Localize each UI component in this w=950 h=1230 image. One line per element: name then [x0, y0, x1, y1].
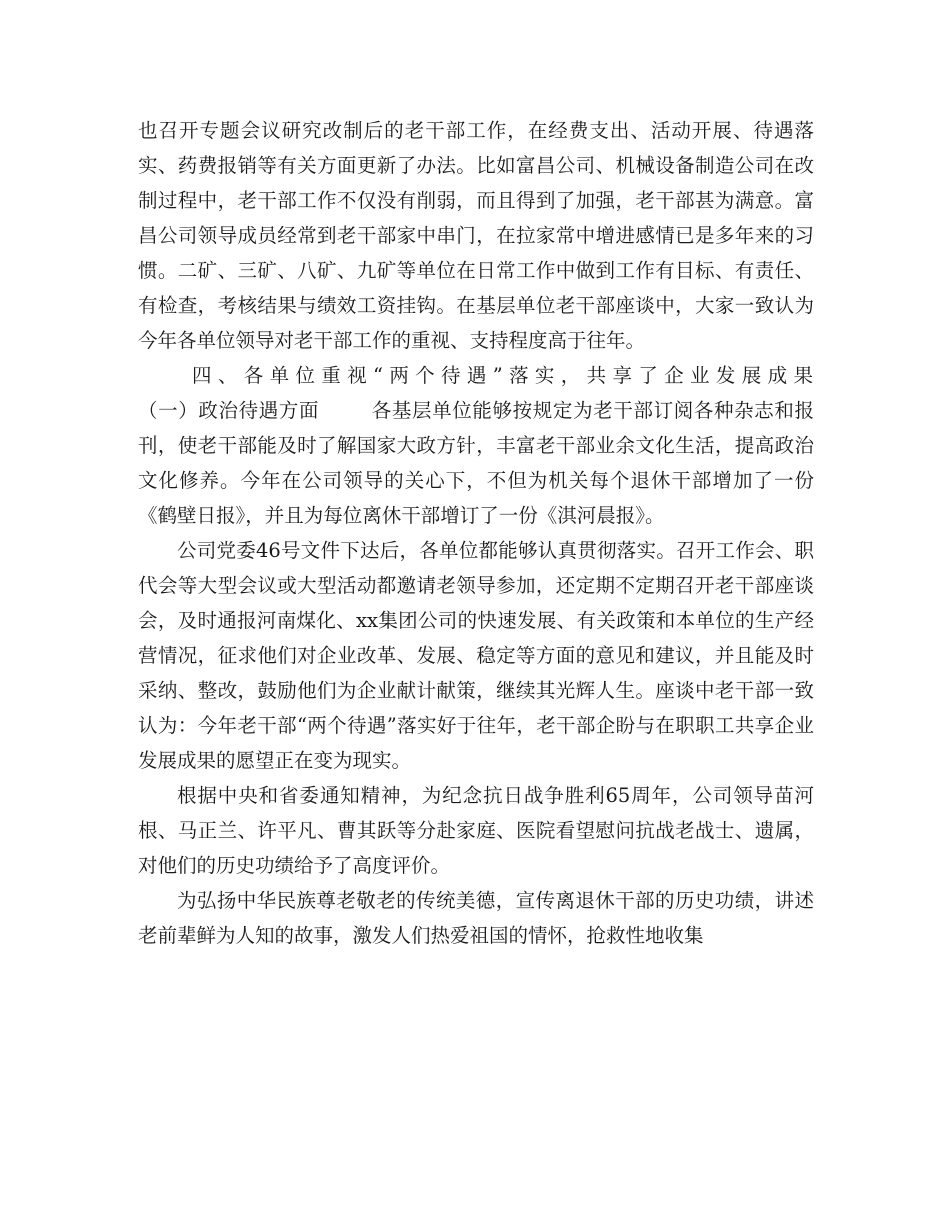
paragraph-continuation: 也召开专题会议研究改制后的老干部工作，在经费支出、活动开展、待遇落实、药费报销等有关方面更新了办法。比如富昌公司、机械设备制造公司在改制过程中，老干部工作不仅没有削弱，而且得到了加强，老干部甚为满意。富昌公司领导成员经常到老干部家中串门，在拉家常中增进感情已是多年来的习惯。二矿、三矿、八矿、九矿等单位在日常工作中做到工作有目标、有责任、有检查，考核结果与绩效工资挂钩。在基层单位老干部座谈中，大家一致认为今年各单位领导对老干部工作的重视、支持程度高于往年。 — [138, 119, 814, 352]
paragraph-anniversary-visit: 根据中央和省委通知精神，为纪念抗日战争胜利65周年，公司领导苗河根、马正兰、许平凡、曹其跃等分赴家庭、医院看望慰问抗战老战士、遗属，对他们的历史功绩给予了高度评价。 — [138, 784, 814, 877]
paragraph-document-46: 公司党委46号文件下达后，各单位都能够认真贯彻落实。召开工作会、职代会等大型会议或大型活动都邀请老领导参加，还定期不定期召开老干部座谈会，及时通报河南煤化、xx集团公司的快速发展、有关政策和本单位的生产经营情况，征求他们对企业改革、发展、稳定等方面的意见和建议，并且能及时采纳、整改，鼓励他们为企业献计献策，继续其光辉人生。座谈中老干部一致认为：今年老干部“两个待遇”落实好于往年，老干部企盼与在职职工共享企业发展成果的愿望正在变为现实。 — [138, 539, 814, 772]
section-heading-four: 四、各单位重视“两个待遇”落实，共享了企业发展成果 — [192, 364, 814, 387]
paragraph-political-treatment — [138, 393, 814, 533]
paragraph-traditional-virtue: 为弘扬中华民族尊老敬老的传统美德，宣传离退休干部的历史功绩，讲述老前辈鲜为人知的故事，激发人们热爱祖国的情怀，抢救性地收集 — [138, 889, 814, 947]
paragraph-political-treatment-text: 各基层单位能够按规定为老干部订阅各种杂志和报刊，使老干部能及时了解国家大政方针，丰富老干部业余文化生活，提高政治文化修养。今年在公司领导的关心下，不但为机关每个退休干部增加了一份《鹤壁日报》，并且为每位离休干部增订了一份《淇河晨报》。 — [138, 399, 814, 527]
subheading-political-treatment: （一）政治待遇方面 — [138, 399, 320, 422]
document-body — [138, 113, 814, 953]
